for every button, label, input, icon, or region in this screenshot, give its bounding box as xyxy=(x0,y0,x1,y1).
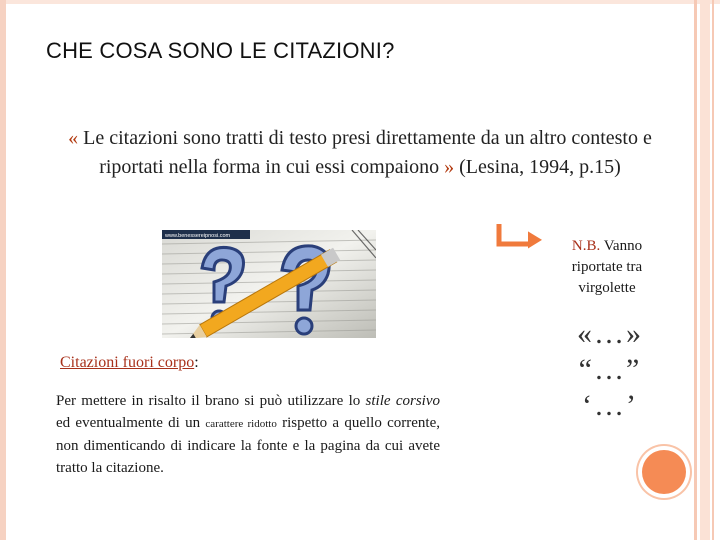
body-part-2: ed eventualmente di un xyxy=(56,415,206,431)
note-nb xyxy=(552,236,662,299)
frame-right-band xyxy=(700,0,710,540)
fuori-corpo-heading xyxy=(60,354,199,372)
body-part-3: rispetto a quello corrente, non dimenticando di indicare la fonte e la pagina da cui avete tratto la citazione. xyxy=(56,415,440,476)
fuori-corpo-body xyxy=(56,390,440,479)
frame-right-line xyxy=(694,0,697,540)
photo-site-text: www.benessereipnosi.com xyxy=(165,233,231,239)
quote-mark-examples xyxy=(560,316,660,424)
fuori-corpo-suffix: : xyxy=(194,354,199,371)
slide-title: CHE COSA SONO LE CITAZIONI? xyxy=(46,38,395,63)
frame-right-line-outer xyxy=(712,0,714,540)
close-guillemet: » xyxy=(444,156,455,178)
quote-mark-single: ‘…’ xyxy=(582,389,638,422)
frame-left-band xyxy=(0,0,6,540)
quote-mark-double: “…” xyxy=(578,353,642,386)
quote-source: (Lesina, 1994, p.15) xyxy=(454,156,621,178)
fuori-corpo-label: Citazioni fuori corpo xyxy=(60,354,195,371)
question-marks-photo xyxy=(162,230,376,338)
decorative-orange-dot xyxy=(642,450,686,494)
photo-illustration xyxy=(162,230,376,338)
quote-text: Le citazioni sono tratti di testo presi direttamente da un altro contesto e riportati nella forma in cui essi compaiono xyxy=(78,127,652,178)
body-small-text: carattere ridotto xyxy=(205,418,277,430)
corner-arrow-icon xyxy=(496,222,544,250)
definition-quote xyxy=(40,124,680,182)
open-guillemet: « xyxy=(68,127,79,149)
note-text: Vanno riportate tra virgolette xyxy=(571,238,643,296)
body-italic: stile corsivo xyxy=(365,393,440,409)
body-part-1: Per mettere in risalto il brano si può utilizzare lo xyxy=(56,393,366,409)
note-label: N.B. xyxy=(571,238,601,254)
frame-top-band xyxy=(0,0,720,4)
quote-mark-guillemets: «…» xyxy=(577,317,643,350)
